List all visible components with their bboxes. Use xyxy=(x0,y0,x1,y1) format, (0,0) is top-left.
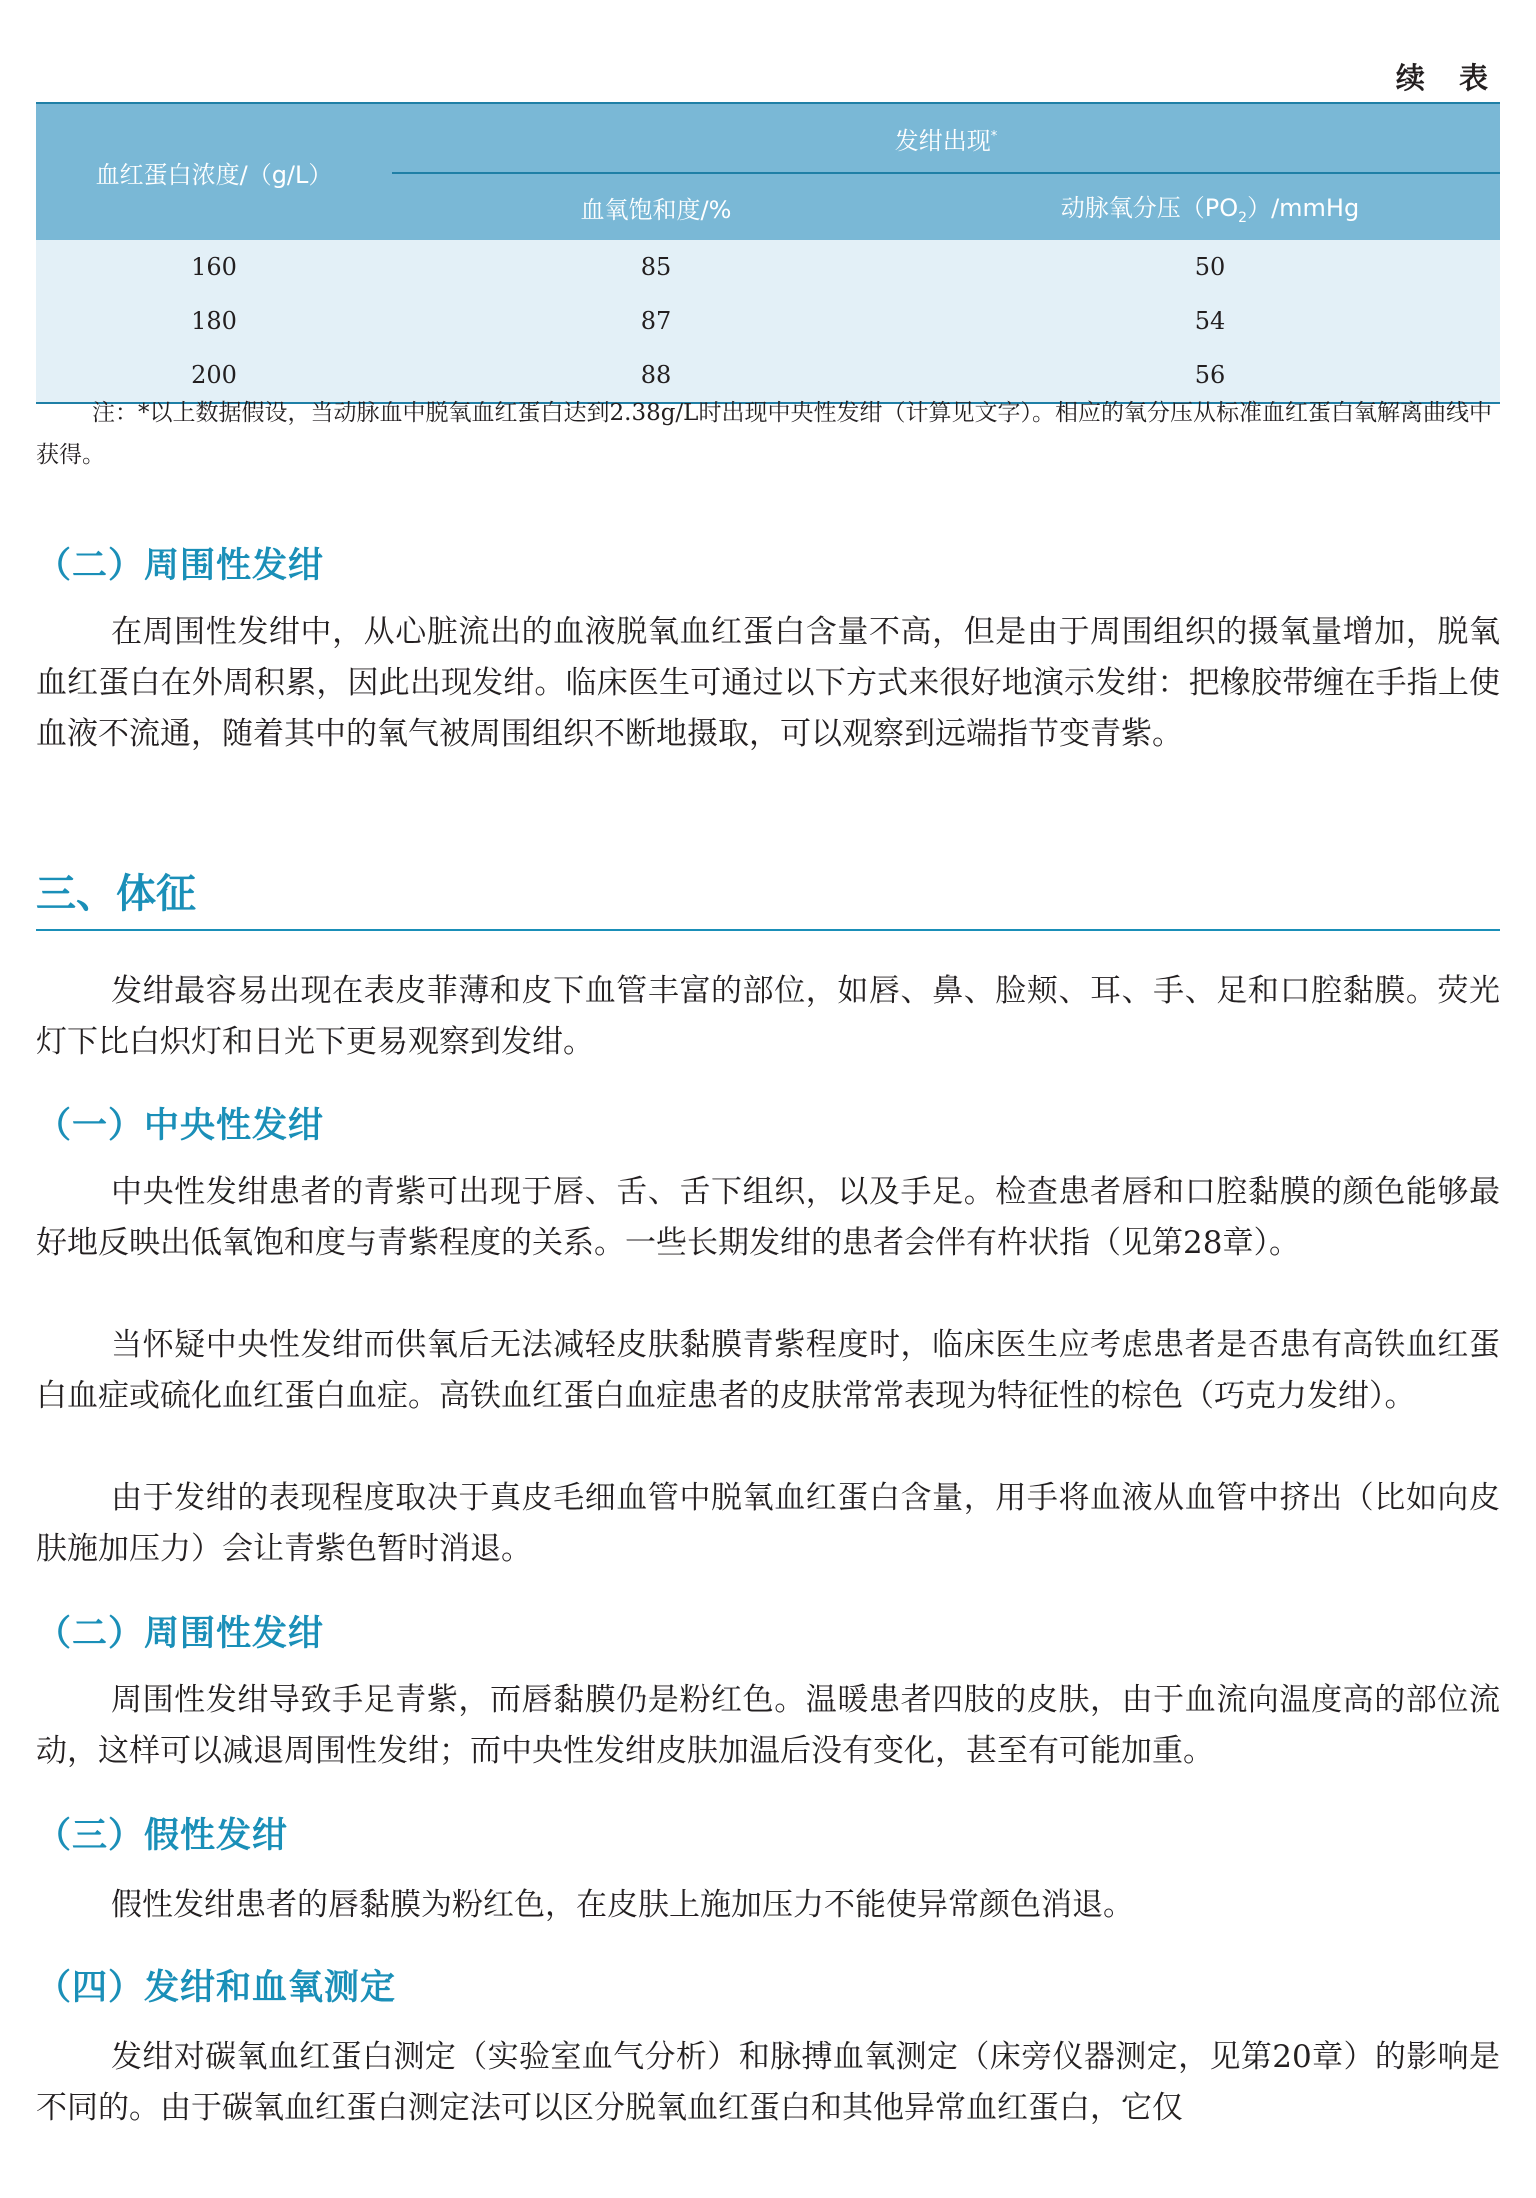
paragraph-central-cyanosis-1: 中央性发绀患者的青紫可出现于唇、舌、舌下组织，以及手足。检查患者唇和口腔黏膜的颜色能够最好地反映出低氧饱和度与青紫程度的关系。一些长期发绀的患者会伴有杵状指（见第28章）。 xyxy=(36,1174,1500,1261)
heading-peripheral-signs: （二）周围性发绀 xyxy=(36,1614,325,1654)
column-header-saturation: 血氧饱和度/% xyxy=(392,173,920,240)
paragraph-physical-signs: 发绀最容易出现在表皮菲薄和皮下血管丰富的部位，如唇、鼻、脸颊、耳、手、足和口腔黏膜。荧光灯下比白炽灯和日光下更易观察到发绀。 xyxy=(36,973,1500,1060)
heading-central-cyanosis: （一）中央性发绀 xyxy=(36,1106,325,1146)
paragraph-central-cyanosis-3: 由于发绀的表现程度取决于真皮毛细血管中脱氧血红蛋白含量，用手将血液从血管中挤出（比如向皮肤施加压力）会让青紫色暂时消退。 xyxy=(36,1480,1500,1567)
table-row xyxy=(36,240,1500,294)
heading-peripheral-cyanosis: （二）周围性发绀 xyxy=(36,546,325,586)
data-table xyxy=(36,102,1500,404)
cell-saturation: 85 xyxy=(392,240,920,294)
cell-saturation: 88 xyxy=(392,348,920,403)
paragraph-pseudo-cyanosis: 假性发绀患者的唇黏膜为粉红色，在皮肤上施加压力不能使异常颜色消退。 xyxy=(111,1887,1134,1923)
table-row xyxy=(36,294,1500,348)
column-header-hemoglobin: 血红蛋白浓度/（g/L） xyxy=(36,103,392,240)
cell-hemoglobin: 160 xyxy=(36,240,392,294)
cell-po2: 56 xyxy=(920,348,1500,403)
cell-saturation: 87 xyxy=(392,294,920,348)
cell-po2: 50 xyxy=(920,240,1500,294)
column-header-po2: 动脉氧分压$(PO_2)$/mmHg xyxy=(920,173,1500,240)
cell-hemoglobin: 200 xyxy=(36,348,392,403)
cell-hemoglobin: 180 xyxy=(36,294,392,348)
cyanosis-table xyxy=(36,102,1500,404)
heading-pseudo-cyanosis: （三）假性发绀 xyxy=(36,1816,289,1856)
footnote-mark: * xyxy=(990,128,998,144)
table-footnote: 注：*以上数据假设，当动脉血中脱氧血红蛋白达到2.38g/L时出现中央性发绀（计算见文字）。相应的氧分压从标准血红蛋白氧解离曲线中获得。 xyxy=(36,400,1492,468)
heading-cyanosis-oximetry: （四）发绀和血氧测定 xyxy=(36,1968,397,2008)
table-continued-label: 续 表 xyxy=(1395,61,1500,95)
paragraph-peripheral-signs: 周围性发绀导致手足青紫，而唇黏膜仍是粉红色。温暖患者四肢的皮肤，由于血流向温度高的部位流动，这样可以减退周围性发绀；而中央性发绀皮肤加温后没有变化，甚至有可能加重。 xyxy=(36,1682,1500,1769)
cell-po2: 54 xyxy=(920,294,1500,348)
group-title: 发绀出现 xyxy=(894,126,991,155)
paragraph-cyanosis-oximetry: 发绀对碳氧血红蛋白测定（实验室血气分析）和脉搏血氧测定（床旁仪器测定，见第20章）的影响是不同的。由于碳氧血红蛋白测定法可以区分脱氧血红蛋白和其他异常血红蛋白，它仅 xyxy=(36,2039,1500,2126)
column-group-cyanosis xyxy=(392,103,1500,173)
heading-physical-signs: 三、体征 xyxy=(36,862,1500,931)
paragraph-peripheral-cyanosis: 在周围性发绀中，从心脏流出的血液脱氧血红蛋白含量不高，但是由于周围组织的摄氧量增加，脱氧血红蛋白在外周积累，因此出现发绀。临床医生可通过以下方式来很好地演示发绀：把橡胶带缠在手指上使血液不流通，随着其中的氧气被周围组织不断地摄取，可以观察到远端指节变青紫。 xyxy=(36,614,1500,752)
paragraph-central-cyanosis-2: 当怀疑中央性发绀而供氧后无法减轻皮肤黏膜青紫程度时，临床医生应考虑患者是否患有高铁血红蛋白血症或硫化血红蛋白血症。高铁血红蛋白血症患者的皮肤常常表现为特征性的棕色（巧克力发绀）。 xyxy=(36,1327,1500,1414)
